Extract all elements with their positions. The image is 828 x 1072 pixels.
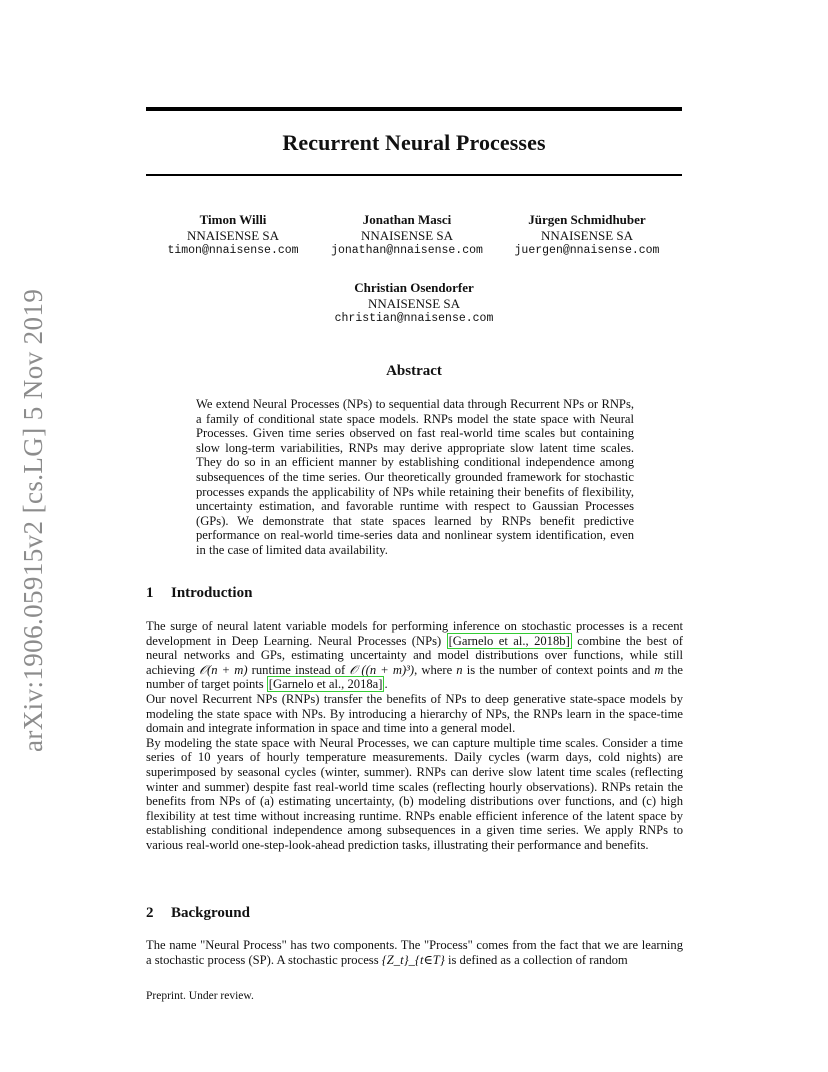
author-name: Christian Osendorfer [354,280,474,295]
paragraph [146,619,683,692]
author-name: Timon Willi [199,212,267,227]
text-run: The name "Neural Process" has two components. The "Process" comes from the fact that we are learning a stochastic process (SP). A stochastic process [146,938,683,967]
paragraph: Our novel Recurrent NPs (RNPs) transfer the benefits of NPs to deep generative state-space models by modeling the state space with NPs. By introducing a hierarchy of NPs, the RNPs learn in the space-time domain and integrate information in space and time into a general model. [146,691,683,736]
citation-link[interactable]: [Garnelo et al., 2018a] [268,677,383,692]
author-email: juergen@nnaisense.com [514,244,660,257]
math-inline: 𝒪 ((n + m)³) [349,662,415,677]
author-name: Jonathan Masci [362,212,452,227]
preprint-footer: Preprint. Under review. [146,990,254,1002]
section-title: Background [171,905,250,921]
title-bottom-rule [146,174,682,176]
author-affiliation: NNAISENSE SA [367,295,461,311]
author-block [477,212,697,259]
introduction-body [146,619,683,853]
section-number: 2 [146,905,154,921]
author-email: christian@nnaisense.com [334,312,494,325]
math-inline: m [654,662,664,677]
citation-link[interactable]: [Garnelo et al., 2018b] [448,633,570,648]
author-block [304,280,524,327]
text-run: , where [414,662,457,677]
author-email: timon@nnaisense.com [167,244,299,257]
math-inline: 𝒪(n + m) [199,662,248,677]
author-affiliation: NNAISENSE SA [540,227,634,243]
abstract-heading: Abstract [386,363,442,379]
section-number: 1 [146,585,154,601]
section-heading [146,585,252,602]
text-run: The surge of neural latent variable models for performing inference on stochastic processes is a recent development in Deep Learning. Neural Processes (NPs) [146,619,683,648]
paper-title: Recurrent Neural Processes [282,130,546,155]
author-email: jonathan@nnaisense.com [331,244,483,257]
background-body [146,938,683,967]
author-name: Jürgen Schmidhuber [528,212,646,227]
author-affiliation: NNAISENSE SA [186,227,280,243]
text-run: combine the best of neural networks and GPs, estimating uncertainty and model distributions over functions, while still achieving [146,633,683,677]
author-affiliation: NNAISENSE SA [360,227,454,243]
paragraph: By modeling the state space with Neural Processes, we can capture multiple time scales. Consider a time series of 10 years of hourly temperature measurements. Daily cycles (warm days, cold nights) are superimposed by seasonal cycles (winter, summer). RNPs can derive slow latent time scales (reflecting winter and summer) despite fast real-world time scales (reflecting hourly observations). RNPs retain the benefits from NPs of (a) estimating uncertainty, (b) modeling distributions over functions, and (c) high flexibility at test time without increasing runtime. RNPs enable efficient inference of the latent space by establishing conditional independence among subsequences in a given time series. We apply RNPs to various real-world one-step-look-ahead prediction tasks, illustrating their performance and benefits. [146,735,683,852]
section-title: Introduction [171,585,253,601]
text-run: is defined as a collection of random [444,952,628,967]
abstract-text: We extend Neural Processes (NPs) to sequential data through Recurrent NPs or RNPs, a family of conditional state space models. RNPs model the state space with Neural Processes. Given time series observed on fast real-world time scales but containing slow long-term variabilities, RNPs may derive appropriate slow latent time scales. They do so in an efficient manner by establishing conditional independence among subsequences of the time series. Our theoretically grounded framework for stochastic processes expands the applicability of NPs while retaining their benefits of flexibility, uncertainty estimation, and favorable runtime with respect to Gaussian Processes (GPs). We demonstrate that state spaces learned by RNPs benefit predictive performance on real-world time-series data and nonlinear system identification, even in the case of limited data availability. [196,397,634,557]
text-run: is the number of context points and [462,662,655,677]
paragraph [146,938,683,967]
text-run: . [384,677,388,692]
arxiv-identifier: arXiv:1906.05915v2 [cs.LG] 5 Nov 2019 [18,288,48,752]
math-inline: n [456,662,463,677]
section-heading [146,905,250,922]
text-run: runtime instead of [247,662,350,677]
text-run: the number of target points [146,662,683,692]
math-inline: {Z_t}_{t∈T} [381,952,445,967]
title-top-rule [146,107,682,111]
